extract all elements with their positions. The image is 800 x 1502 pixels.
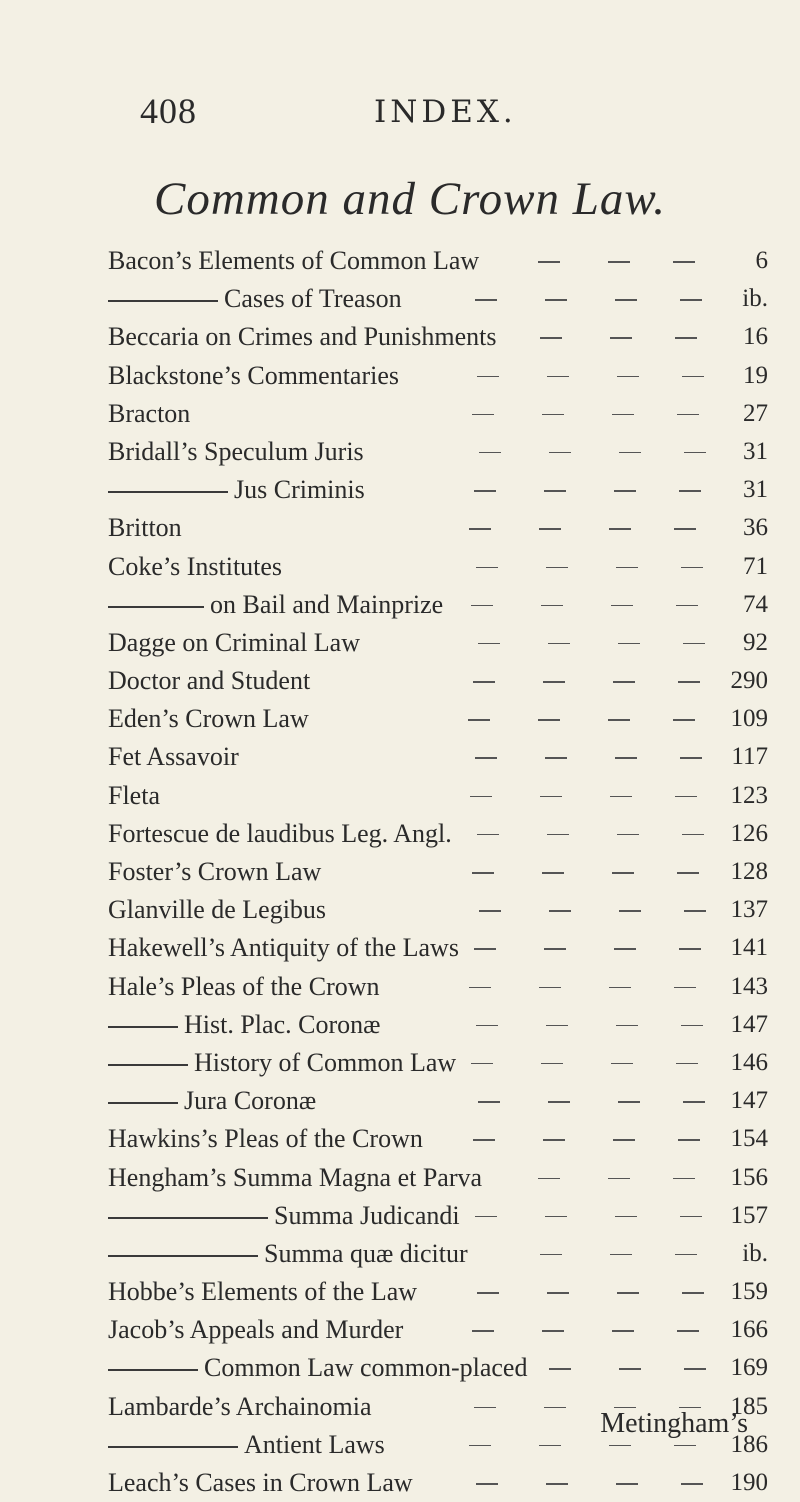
leader-dashes [468,567,688,569]
leader-dash [472,872,494,874]
leader-dash [612,872,634,874]
leader-dash [612,414,634,416]
leader-dashes [468,872,688,874]
leader-dash [468,719,490,721]
leader-dash [478,643,500,645]
leader-dash [615,1216,637,1218]
index-entry [108,433,768,471]
leader-dash [612,1330,634,1332]
leader-dash [546,1483,568,1485]
entry-title: Fortescue de laudibus Leg. Angl. [108,818,452,848]
leader-dash [470,796,492,798]
page-reference: 27 [743,399,768,427]
index-entry [108,891,768,929]
page-reference: 143 [730,972,768,1000]
leader-dashes [468,1139,688,1141]
leader-dashes [468,1368,688,1370]
index-entry [108,853,768,891]
leader-dash [471,605,493,607]
leader-dash [544,948,566,950]
leader-dash [616,1025,638,1027]
ditto-rule [108,1102,178,1104]
entry-title: Jura Coronæ [184,1086,317,1116]
index-entry [108,815,768,853]
leader-dashes [468,261,688,263]
page-reference: ib. [742,1239,768,1267]
leader-dash [548,643,570,645]
leader-dash [610,1254,632,1256]
leader-dash [677,414,699,416]
leader-dashes [468,1483,688,1485]
entry-title: Dagge on Criminal Law [108,627,360,657]
entry-title: Britton [108,513,182,543]
index-entry [108,624,768,662]
ditto-entry [108,280,402,318]
leader-dash [542,1330,564,1332]
leader-dash [538,1178,560,1180]
page-reference: 290 [730,667,768,695]
leader-dash [477,376,499,378]
leader-dash [675,337,697,339]
leader-dash [619,452,641,454]
leader-dash [545,1216,567,1218]
leader-dash [539,987,561,989]
index-entry [108,395,768,433]
ditto-rule [108,491,228,493]
leader-dash [540,796,562,798]
leader-dash [610,337,632,339]
leader-dash [473,681,495,683]
leader-dash [472,414,494,416]
page-reference: 126 [730,819,768,847]
entry-title: Doctor and Student [108,666,311,696]
leader-dash [675,1254,697,1256]
page-reference: 190 [730,1469,768,1496]
leader-dash [609,987,631,989]
leader-dash [673,719,695,721]
index-entry [108,662,768,700]
leader-dash [469,1445,491,1447]
page-reference: ib. [742,285,768,313]
page-reference: 147 [730,1087,768,1115]
leader-dash [549,1368,571,1370]
page-reference: 74 [743,590,768,618]
entry-title: Glanville de Legibus [108,895,327,925]
leader-dash [673,1178,695,1180]
index-entry [108,509,768,547]
leader-dashes [468,1178,688,1180]
index-entry [108,1082,768,1120]
leader-dash [540,337,562,339]
leader-dash [617,1292,639,1294]
leader-dashes [468,948,688,950]
entry-title: Blackstone’s Commentaries [108,360,400,390]
entry-title: Common Law common-placed [204,1353,528,1383]
index-entry [108,548,768,586]
leader-dash [538,719,560,721]
page-reference: 36 [743,514,768,542]
entry-title: Foster’s Crown Law [108,857,322,886]
ditto-rule [108,1026,178,1028]
entry-title: Lambarde’s Archainomia [108,1391,372,1421]
entry-title: Cases of Treason [224,284,402,314]
index-entry [108,471,768,509]
page-number: 408 [140,91,197,131]
leader-dash [684,910,706,912]
leader-dashes [468,414,688,416]
leader-dash [680,757,702,759]
leader-dash [678,1139,700,1141]
leader-dashes [468,1445,688,1447]
leader-dash [540,1254,562,1256]
entry-title: Fleta [108,780,160,810]
leader-dash [473,1139,495,1141]
leader-dash [472,1330,494,1332]
index-entry [108,738,768,776]
leader-dashes [468,757,688,759]
leader-dash [469,987,491,989]
leader-dash [542,872,564,874]
index-entry [108,1120,768,1158]
leader-dash [543,1139,565,1141]
leader-dash [474,490,496,492]
leader-dashes [468,910,688,912]
leader-dash [543,681,565,683]
leader-dashes [468,490,688,492]
leader-dash [611,1063,633,1065]
leader-dashes [468,528,688,530]
leader-dash [547,834,569,836]
leader-dashes [468,681,688,683]
leader-dash [675,796,697,798]
leader-dash [544,1407,566,1409]
entry-title: Coke’s Institutes [108,551,283,581]
leader-dash [614,948,636,950]
leader-dash [681,1483,703,1485]
page-reference: 6 [755,247,768,274]
index-entry [108,1159,768,1197]
entry-title: Hengham’s Summa Magna et Parva [108,1162,483,1192]
leader-dash [547,1292,569,1294]
leader-dash [539,528,561,530]
index-entry [108,1235,768,1273]
index-entry [108,1273,768,1311]
leader-dash [619,1368,641,1370]
entry-title: Hakewell’s Antiquity of the Laws [108,933,459,963]
page-reference: 109 [730,705,768,733]
leader-dash [475,1216,497,1218]
leader-dashes [468,605,688,607]
leader-dash [677,872,699,874]
page-reference: 166 [730,1316,768,1344]
entry-title: Fet Assavoir [108,742,239,772]
entry-title: Hobbe’s Elements of the Law [108,1277,418,1307]
page-reference: 146 [730,1048,768,1076]
leader-dashes [468,299,688,301]
leader-dashes [468,452,688,454]
ditto-entry [108,586,443,624]
entry-title: Antient Laws [244,1429,385,1459]
leader-dash [680,1216,702,1218]
leader-dash [609,528,631,530]
leader-dash [674,1445,696,1447]
running-head: INDEX. [374,94,517,130]
leader-dash [615,299,637,301]
section-title: Common and Crown Law. [154,173,666,225]
leader-dash [477,834,499,836]
page-reference: 154 [730,1125,768,1153]
leader-dash [681,1025,703,1027]
index-entry [108,357,768,395]
leader-dash [616,1483,638,1485]
page-reference: 71 [743,552,768,580]
leader-dash [476,567,498,569]
entry-title: Hawkins’s Pleas of the Crown [108,1124,423,1154]
page-reference: 19 [743,361,768,389]
ditto-rule [108,300,218,302]
leader-dash [544,490,566,492]
leader-dashes [468,987,688,989]
leader-dash [674,987,696,989]
entry-title: Leach’s Cases in Crown Law [108,1468,413,1497]
leader-dash [684,452,706,454]
entry-title: Bracton [108,398,191,428]
page-reference: 31 [743,476,768,504]
leader-dash [479,910,501,912]
leader-dashes [468,1292,688,1294]
index-entry [108,1464,768,1502]
page-reference: 169 [730,1354,768,1382]
leader-dash [619,910,641,912]
leader-dash [549,910,571,912]
ditto-entry [108,1349,527,1387]
ditto-rule [108,1217,268,1219]
catchword: Metingham’s [600,1408,748,1439]
leader-dash [475,299,497,301]
entry-title: Bacon’s Elements of Common Law [108,246,480,275]
leader-dashes [468,1254,688,1256]
leader-dash [608,719,630,721]
leader-dash [611,605,633,607]
page-reference: 117 [731,743,768,771]
index-entry [108,1006,768,1044]
leader-dash [474,948,496,950]
entry-title: History of Common Law [194,1047,457,1077]
ditto-entry [108,1006,380,1044]
leader-dash [476,1025,498,1027]
leader-dash [615,757,637,759]
leader-dash [679,490,701,492]
leader-dash [613,681,635,683]
leader-dash [476,1483,498,1485]
ditto-entry [108,471,365,509]
leader-dashes [468,1101,688,1103]
leader-dash [546,1025,568,1027]
index-entry [108,1044,768,1082]
index-entry [108,1349,768,1387]
entry-title: Hist. Plac. Coronæ [184,1009,381,1039]
ditto-rule [108,1369,198,1371]
leader-dash [541,1063,563,1065]
entry-title: on Bail and Mainprize [210,589,444,619]
page-reference: 128 [730,858,768,885]
page-reference: 141 [730,934,768,962]
leader-dash [608,261,630,263]
ditto-entry [108,1044,456,1082]
leader-dash [676,605,698,607]
ditto-rule [108,1446,238,1448]
leader-dash [683,643,705,645]
page-reference: 186 [730,1430,768,1458]
leader-dash [684,1368,706,1370]
leader-dash [673,261,695,263]
ditto-entry [108,1426,385,1464]
index-entry [108,700,768,738]
leader-dash [547,376,569,378]
ditto-entry [108,1235,468,1273]
leader-dash [475,757,497,759]
index-entry [108,1197,768,1235]
leader-dashes [468,337,688,339]
ditto-rule [108,1255,258,1257]
page-reference: 157 [730,1201,768,1229]
leader-dash [539,1445,561,1447]
leader-dash [683,1101,705,1103]
leader-dash [614,490,636,492]
ditto-entry [108,1082,316,1120]
page-reference: 137 [730,896,768,924]
leader-dash [674,528,696,530]
index-entry [108,586,768,624]
page-reference: 31 [743,437,768,465]
index-entry [108,280,768,318]
leader-dash [681,567,703,569]
page-reference: 16 [743,323,768,351]
index-entry [108,1311,768,1349]
leader-dash [610,796,632,798]
leader-dash [618,643,640,645]
page-reference: 156 [730,1163,768,1191]
leader-dash [479,452,501,454]
leader-dash [541,605,563,607]
index-entry [108,968,768,1006]
leader-dash [477,1292,499,1294]
leader-dash [682,376,704,378]
index-entry [108,318,768,356]
leader-dash [682,1292,704,1294]
page-reference: 147 [730,1010,768,1038]
entry-title: Summa Judicandi [274,1200,460,1230]
index-entry [108,777,768,815]
leader-dash [680,299,702,301]
leader-dash [613,1139,635,1141]
index-entry [108,242,768,280]
leader-dash [538,261,560,263]
entry-title: Jacob’s Appeals and Murder [108,1315,404,1345]
page-header [140,72,700,132]
leader-dash [682,834,704,836]
leader-dashes [468,834,688,836]
leader-dash [548,1101,570,1103]
entry-title: Bridall’s Speculum Juris [108,436,364,466]
leader-dash [678,681,700,683]
entry-title: Hale’s Pleas of the Crown [108,971,380,1001]
page-reference: 159 [730,1278,768,1306]
entry-title: Eden’s Crown Law [108,704,309,734]
leader-dash [679,948,701,950]
leader-dash [545,757,567,759]
index-entry [108,929,768,967]
leader-dashes [468,643,688,645]
leader-dash [618,1101,640,1103]
leader-dashes [468,1063,688,1065]
index-entries [108,242,768,1502]
leader-dash [549,452,571,454]
entry-title: Jus Criminis [234,475,365,505]
leader-dashes [468,1330,688,1332]
leader-dash [546,567,568,569]
entry-title: Beccaria on Crimes and Punishments [108,322,497,352]
page-reference: 123 [730,781,768,809]
leader-dashes [468,1216,688,1218]
page-reference: 92 [743,628,768,656]
entry-title: Summa quæ dicitur [264,1238,468,1268]
leader-dash [609,1445,631,1447]
page-reference: 185 [730,1392,768,1420]
leader-dashes [468,376,688,378]
leader-dash [676,1063,698,1065]
ditto-entry [108,1197,460,1235]
leader-dash [677,1330,699,1332]
leader-dashes [468,719,688,721]
leader-dash [542,414,564,416]
leader-dash [608,1178,630,1180]
ditto-rule [108,606,204,608]
leader-dashes [468,1025,688,1027]
leader-dash [471,1063,493,1065]
leader-dash [616,567,638,569]
leader-dash [469,528,491,530]
leader-dash [617,376,639,378]
leader-dashes [468,796,688,798]
leader-dash [474,1407,496,1409]
leader-dash [545,299,567,301]
leader-dash [478,1101,500,1103]
ditto-rule [108,1064,188,1066]
leader-dash [617,834,639,836]
